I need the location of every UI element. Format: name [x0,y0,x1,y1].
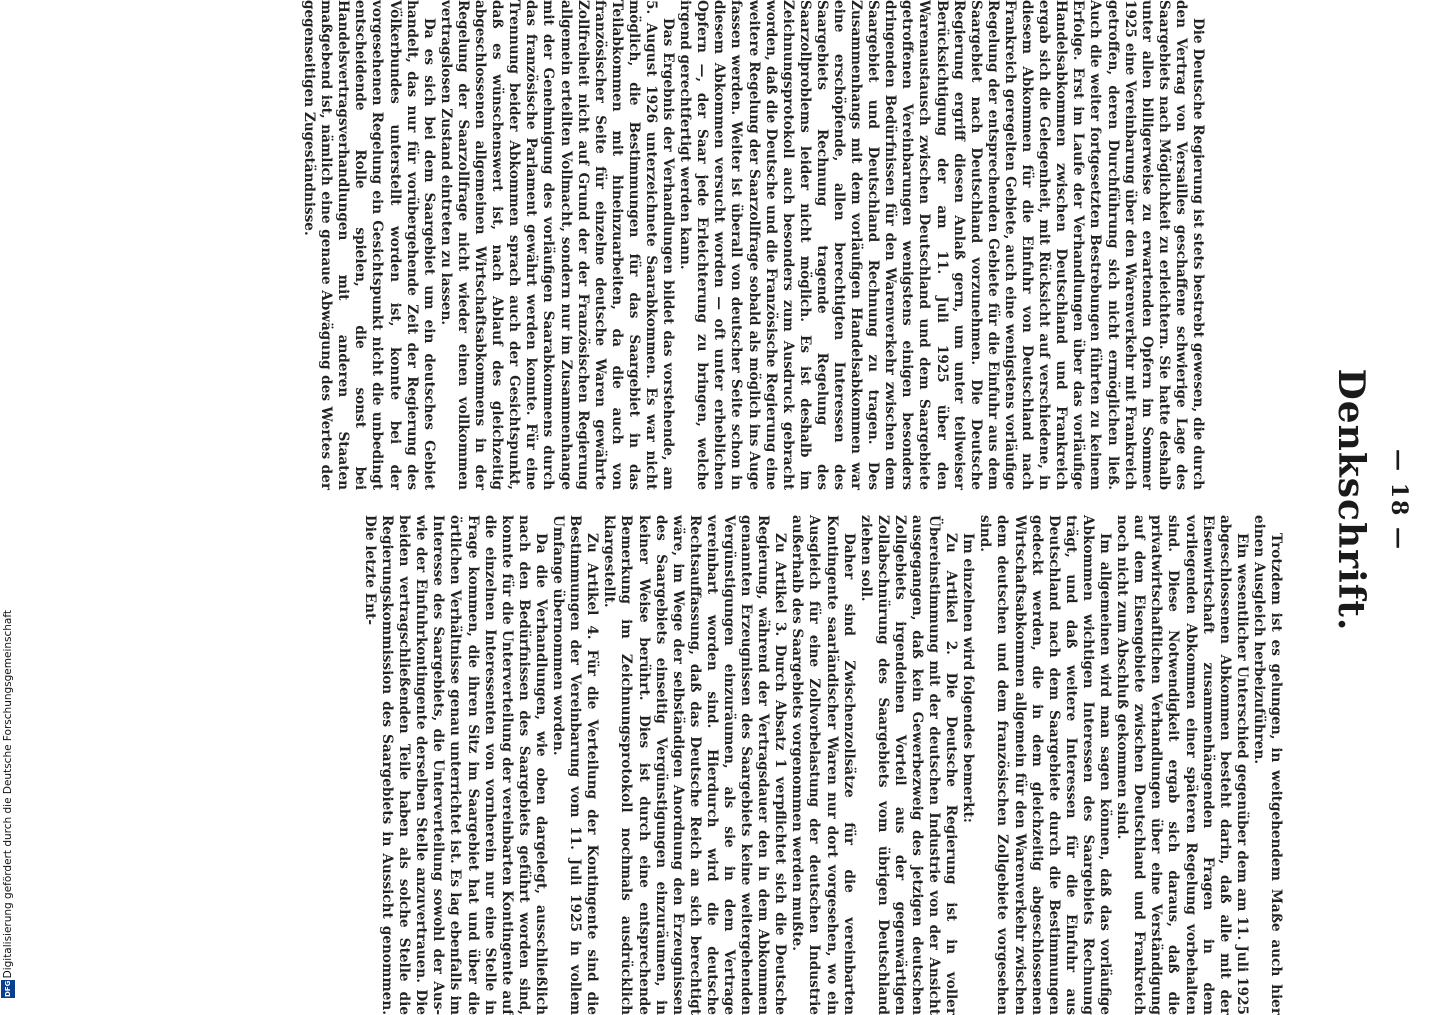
digitization-footer [0,0,16,1000]
text-column-left [300,0,1206,490]
footer-credit: Digitalisierung gefördert durch die Deutsche Forschungsgemeinschaft [2,609,14,978]
paragraph: Da die Verhandlungen, wie oben dargelegt, ausschließlich nach den Bedürfnissen des Saargebiets geführt worden sind, konnte für die Unterverteilung der vereinbarten Kontingente auf die einzelnen Interessenten von vornherein nur eine Stelle in Frage kommen, die ihren Sitz im Saargebiet hat und über die örtlichen Verhältnisse genau unterrichtet ist. Es lag ebenfalls im Interesse des Saargebiets, die Unterverteilung sowohl der Aus- wie der Einfuhrkontingente derselben Stelle anzuvertrauen. Die beiden vertragschließenden Teile haben als solche Stelle die Regierungskommission des Saargebiets in Aussicht genommen. Die letzte Ent- [362,515,549,1015]
paragraph: Ein wesentlicher Unterschied gegenüber dem am 11. Juli 1925 abgeschlossenen Abkommen besteht darin, daß alle mit der Eisenwirtschaft zusammenhängenden Fragen in dem vorliegenden Abkommen einer späteren Regelung vorbehalten sind. Diese Notwendigkeit ergab sich daraus, daß die privatwirtschaftlichen Verhandlungen über eine Verständigung auf dem Eisengebiete zwischen Deutschland und Frankreich noch nicht zum Abschluß gekommen sind. [1114,515,1250,1015]
paragraph: Da es sich bei dem Saargebiet um ein deutsches Gebiet handelt, das nur für vorübergehende Zeit der Regierung des Völkerbundes unterstellt worden ist, konnte bei der vorgesehenen Regelung ein Gesichtspunkt nicht die unbedingt entscheidende Rolle spielen, die sonst bei Handelsvertragsverhandlungen mit anderen Staaten maßgebend ist, nämlich eine genaue Abwägung des Wertes der gegenseitigen Zugeständnisse. [301,0,437,490]
dfg-logo: DFG [1,980,15,998]
document-title: Denkschrift. [1330,368,1372,632]
page-number: — 18 — [1386,449,1412,551]
paragraph: Die Deutsche Regierung ist stets bestrebt gewesen, die durch den Vertrag von Versailles geschaffene schwierige Lage des Saargebiets nach Möglichkeit zu erleichtern. Sie hatte deshalb unter allen billigerweise zu erwartenden Opfern im Sommer 1925 eine Vereinbarung über den Warenverkehr mit Frankreich getroffen, deren Durchführung sich nicht ermöglichen ließ. Auch die weiter fortgesetzten Bestrebungen führten zu keinem Erfolge. Erst im Laufe der Verhandlungen über das vorläufige Handelsabkommen zwischen Deutschland und Frankreich ergab sich die Gelegenheit, mit Rücksicht auf verschiedene, in diesem Abkommen für die Einfuhr von Deutschland nach Frankreich geregelten Gebiete, auch eine wenigstens vorläufige Regelung der entsprechenden Gebiete für die Einfuhr aus dem Saargebiet nach Deutschland vorzunehmen. Die Deutsche Regierung ergriff diesen Anlaß gern, um unter teilweiser Berücksichtigung der am 11. Juli 1925 über den Warenaustausch zwischen Deutschland und dem Saargebiete getroffenen Vereinbarungen wenigstens einigen besonders dringenden Bedürfnissen für den Warenverkehr zwischen dem Saargebiet und Deutschland Rechnung zu tragen. Des Zusammenhangs mit dem vorläufigen Handelsabkommen war eine erschöpfende, allen berechtigten Interessen des Saargebiets Rechnung tragende Regelung des Saarzollproblems leider nicht möglich. Es ist deshalb im Zeichnungsprotokoll auch besonders zum Ausdruck gebracht worden, daß die Deutsche und die Französische Regierung eine weitere Regelung der Saarzollfrage sobald als möglich ins Auge fassen werden. Weiter ist überall von deutscher Seite schon in diesem Abkommen versucht worden — oft unter erheblichen Opfern —, der Saar jede Erleichterung zu bringen, welche irgend gerechtfertigt werden kann. [677,0,1206,490]
paragraph: Daher sind Zwischenzollsätze für die vereinbarten Kontingente saarländischer Waren nur dort vorgesehen, wo ein Ausgleich für eine Zollvorbelastung der deutschen Industrie außerhalb des Saargebiets vorgenommen werden mußte. [789,515,857,1015]
paragraph: Zu Artikel 4. Für die Verteilung der Kontingente sind die Bestimmungen der Vereinbarung vom 11. Juli 1925 in vollem Umfange übernommen worden. [550,515,601,1015]
text-column-right [361,515,1284,1015]
paragraph: Trotzdem ist es gelungen, in weitgehendem Maße auch hier einen Ausgleich herbeizuführen. [1250,515,1284,1015]
paragraph: Zu Artikel 3. Durch Absatz 1 verpflichtet sich die Deutsche Regierung, während der Vertragsdauer den in dem Abkommen genannten Erzeugnissen des Saargebiets keine weitergehenden Vergünstigungen einzuräumen, als sie in dem Vertrage vereinbart worden sind. Hierdurch wird die deutsche Rechtsauffassung, daß das Deutsche Reich an sich berechtigt wäre, im Wege der selbständigen Anordnung den Erzeugnissen des Saargebiets einseitig Vergünstigungen einzuräumen, in keiner Weise berührt. Dies ist durch eine entsprechende Bemerkung im Zeichnungsprotokoll nochmals ausdrücklich klargestellt. [601,515,789,1015]
paragraph: Im einzelnen wird folgendes bemerkt: [960,533,977,823]
paragraph: Zu Artikel 2. Die Deutsche Regierung ist in voller Übereinstimmung mit der deutschen Industrie von der Ansicht ausgegangen, daß kein Gewerbezweig des jetzigen deutschen Zollgebiets irgendeinen Vorteil aus der gegenwärtigen Zollabschnürung des Saargebiets vom übrigen Deutschland ziehen soll. [857,515,960,1015]
paragraph: Im allgemeinen wird man sagen können, daß das vorläufige Abkommen wichtigen Interessen des Saargebiets Rechnung trägt, und daß weitere Interessen für die Einfuhr aus Deutschland nach dem Saargebiete durch die Bestimmungen gedeckt werden, die in dem gleichzeitig abgeschlossenen Wirtschaftsabkommen allgemein für den Warenverkehr zwischen dem deutschen und dem französischen Zollgebiete vorgesehen sind. [977,515,1114,1015]
paragraph: Das Ergebnis der Verhandlungen bildet das vorstehende, am 5. August 1926 unterzeichnete Saarabkommen. Es war nicht möglich, die Bestimmungen für das Saargebiet in das Teilabkommen mit hineinzuarbeiten, da die auch von französischer Seite für einzelne deutsche Waren gewährte Zollfreiheit nicht auf Grund der der Französischen Regierung allgemein erteilten Vollmacht, sondern nur im Zusammenhange mit der Genehmigung des vorläufigen Saarabkommens durch das französische Parlament gewährt werden konnte. Für eine Trennung beider Abkommen sprach auch der Gesichtspunkt, daß es wünschenswert ist, nach Ablauf des gleichzeitig abgeschlossenen allgemeinen Wirtschaftsabkommens in der Regelung der Saarzollfrage nicht wieder einen vollkommen vertragslosen Zustand eintreten zu lassen. [437,0,677,490]
